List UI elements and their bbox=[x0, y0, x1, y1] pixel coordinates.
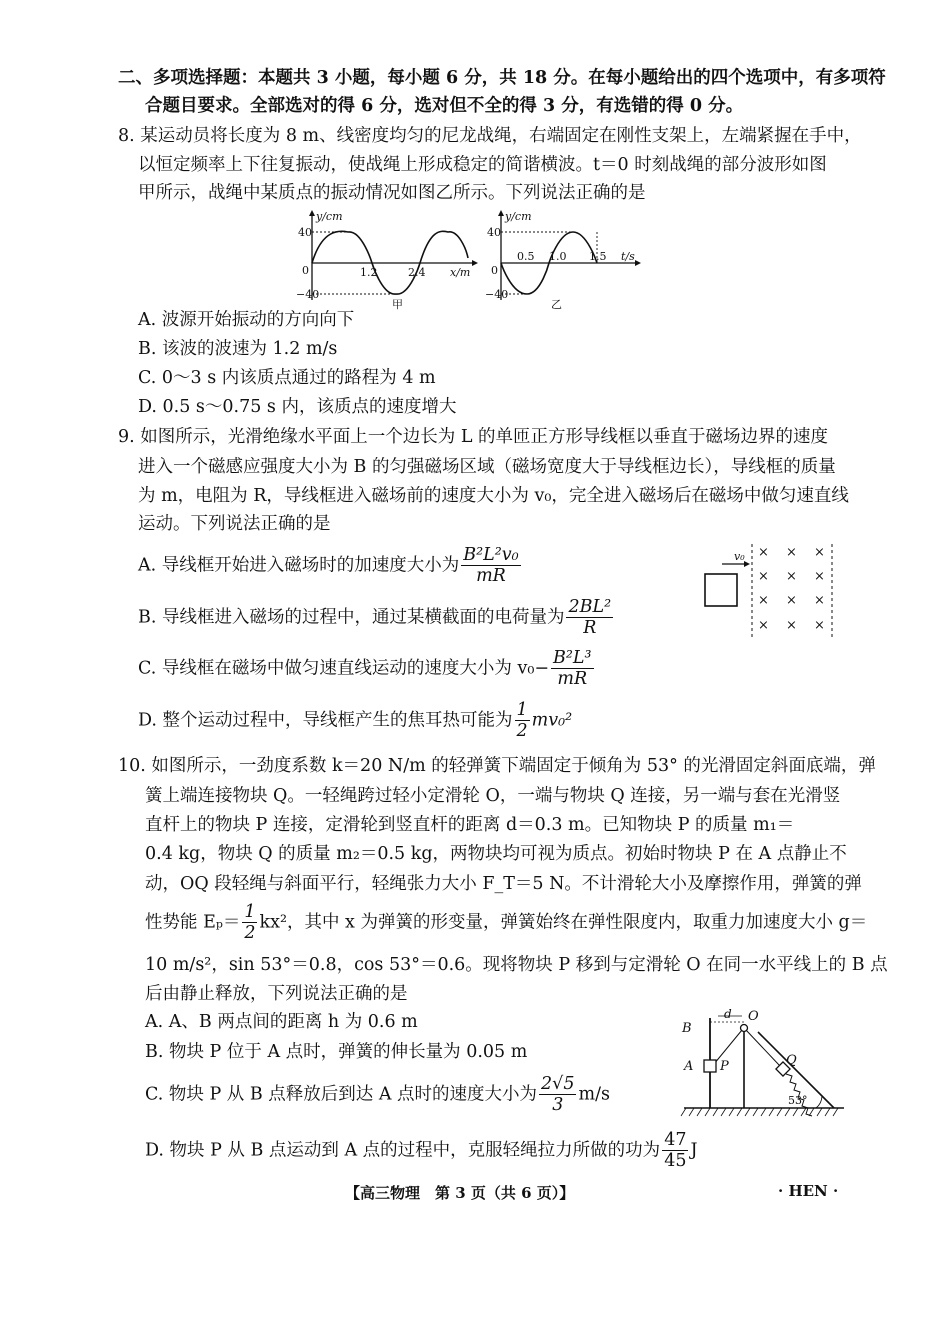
jia-ybot: −40 bbox=[296, 288, 320, 301]
q8-option-d: D. 0.5 s～0.75 s 内，该质点的速度增大 bbox=[138, 397, 457, 417]
q10-label-q: Q bbox=[786, 1053, 797, 1068]
q9-square-frame bbox=[705, 574, 737, 606]
q10-option-c-fraction bbox=[539, 1074, 576, 1115]
q10-stem-line4: 0.4 kg，物块 Q 的质量 m₂＝0.5 kg，两物块均可视为质点。初始时物块 P 在 A 点静止不 bbox=[145, 844, 847, 864]
q10-stem-line8: 后由静止释放，下列说法正确的是 bbox=[145, 984, 408, 1004]
q8-stem-line2: 以恒定频率上下往复振动，使战绳上形成稳定的简谐横波。t＝0 时刻战绳的部分波形如图 bbox=[138, 155, 827, 175]
q9-d-den: 2 bbox=[516, 721, 528, 741]
q9-stem-line3: 为 m，电阻为 R，导线框进入磁场前的速度大小为 v₀，完全进入磁场后在磁场中做匀速直线 bbox=[138, 486, 849, 506]
yi-ylabel: y/cm bbox=[505, 210, 532, 223]
q10-option-c-post: m/s bbox=[578, 1084, 610, 1105]
q10-stem-line7: 10 m/s²，sin 53°＝0.8，cos 53°＝0.6。现将物块 P 移到与定滑轮 O 在同一水平线上的 B 点 bbox=[145, 955, 888, 975]
q10-option-d-pre: D. 物块 P 从 B 点运动到 A 点的过程中，克服轻绳拉力所做的功为 bbox=[145, 1140, 661, 1161]
q8-option-c: C. 0～3 s 内该质点通过的路程为 4 m bbox=[138, 368, 436, 388]
q9-c-num: B²L³ bbox=[553, 648, 592, 668]
q10-line6-den: 2 bbox=[244, 923, 256, 943]
q9-field-mark: × bbox=[786, 618, 797, 633]
q9-option-c-fraction bbox=[551, 648, 594, 689]
q9-a-den: mR bbox=[476, 566, 506, 586]
q8-option-a: A. 波源开始振动的方向向下 bbox=[138, 310, 355, 330]
q9-stem-line1: 9. 如图所示，光滑绝缘水平面上一个边长为 L 的单匝正方形导线框以垂直于磁场边界的速度 bbox=[118, 427, 829, 447]
section-heading-line2: 合题目要求。全部选对的得 6 分，选对但不全的得 3 分，有选错的得 0 分。 bbox=[145, 96, 744, 116]
q10-stem-line2: 簧上端连接物块 Q。一轻绳跨过轻小定滑轮 O，一端与物块 Q 连接，另一端与套在光滑竖 bbox=[145, 786, 841, 806]
footer-code: · HEN · bbox=[778, 1182, 839, 1200]
q9-option-b bbox=[138, 597, 615, 638]
q8-figure-yi bbox=[485, 208, 645, 311]
q10-c-num: 2√5 bbox=[541, 1074, 575, 1094]
q10-label-d: d bbox=[724, 1007, 732, 1021]
q9-b-num: 2BL² bbox=[568, 597, 612, 617]
q10-stem-line6 bbox=[145, 902, 867, 943]
jia-zero: 0 bbox=[302, 264, 309, 277]
q9-field-mark: × bbox=[758, 545, 769, 560]
q9-field-mark: × bbox=[814, 618, 825, 633]
q10-label-angle: 53° bbox=[788, 1094, 808, 1107]
q9-b-den: R bbox=[583, 618, 597, 638]
jia-x2: 2.4 bbox=[408, 266, 426, 279]
q9-option-c-text: C. 导线框在磁场中做匀速直线运动的速度大小为 v₀− bbox=[138, 658, 550, 679]
q9-field-mark: × bbox=[814, 545, 825, 560]
jia-x1: 1.2 bbox=[360, 266, 378, 279]
jia-ytop: 40 bbox=[298, 226, 312, 239]
q9-field-mark: × bbox=[786, 545, 797, 560]
q9-option-d-fraction bbox=[515, 700, 530, 741]
q10-option-a: A. A、B 两点间的距离 h 为 0.6 m bbox=[145, 1012, 418, 1032]
q9-option-a bbox=[138, 545, 523, 586]
q10-option-d-post: J bbox=[690, 1140, 698, 1161]
yi-tlabel: t/s bbox=[621, 250, 635, 263]
q10-option-d-fraction bbox=[662, 1130, 688, 1171]
q9-field-mark: × bbox=[758, 593, 769, 608]
q10-block-p bbox=[704, 1060, 716, 1072]
yi-ytop: 40 bbox=[487, 226, 501, 239]
q10-stem-line1: 10. 如图所示，一劲度系数 k＝20 N/m 的轻弹簧下端固定于倾角为 53° 的光滑固定斜面底端，弹 bbox=[118, 756, 876, 776]
q9-stem-line2: 进入一个磁感应强度大小为 B 的匀强磁场区域（磁场宽度大于导线框边长），导线框的质量 bbox=[138, 457, 836, 477]
q9-figure-field bbox=[700, 540, 840, 640]
yi-t1: 0.5 bbox=[517, 250, 535, 263]
q8-stem-line3: 甲所示，战绳中某质点的振动情况如图乙所示。下列说法正确的是 bbox=[138, 183, 646, 203]
q9-option-d bbox=[138, 700, 572, 741]
q10-figure-pulley bbox=[676, 1008, 852, 1124]
q10-option-b: B. 物块 P 位于 A 点时，弹簧的伸长量为 0.05 m bbox=[145, 1042, 528, 1062]
yi-ybot: −40 bbox=[485, 288, 509, 301]
q10-label-p: P bbox=[720, 1059, 729, 1074]
q9-option-b-text: B. 导线框进入磁场的过程中，通过某横截面的电荷量为 bbox=[138, 607, 565, 628]
q10-label-b: B bbox=[682, 1021, 692, 1036]
q9-option-b-fraction bbox=[566, 597, 613, 638]
yi-t3: 1.5 bbox=[589, 250, 607, 263]
q10-option-d bbox=[145, 1130, 697, 1171]
q10-label-o: O bbox=[748, 1009, 759, 1024]
q9-field-mark: × bbox=[814, 569, 825, 584]
q9-c-den: mR bbox=[557, 669, 588, 689]
q9-option-c bbox=[138, 648, 596, 689]
q10-label-a: A bbox=[684, 1059, 694, 1074]
yi-caption: 乙 bbox=[551, 298, 562, 311]
q9-field-mark: × bbox=[814, 593, 825, 608]
q10-stem-line3: 直杆上的物块 P 连接，定滑轮到竖直杆的距离 d＝0.3 m。已知物块 P 的质量 m₁＝ bbox=[145, 815, 795, 835]
jia-ylabel: y/cm bbox=[316, 210, 343, 223]
q9-stem-line4: 运动。下列说法正确的是 bbox=[138, 514, 331, 534]
yi-t2: 1.0 bbox=[549, 250, 567, 263]
q9-field-mark: × bbox=[786, 593, 797, 608]
q8-stem-line1: 8. 某运动员将长度为 8 m、线密度均匀的尼龙战绳，右端固定在刚性支架上，左端紧握在手中， bbox=[118, 126, 862, 146]
q9-v0-label: v₀ bbox=[734, 550, 745, 563]
q10-line6-post: kx²，其中 x 为弹簧的形变量，弹簧始终在弹性限度内，取重力加速度大小 g＝ bbox=[259, 912, 868, 933]
q10-option-c-pre: C. 物块 P 从 B 点释放后到达 A 点时的速度大小为 bbox=[145, 1084, 538, 1105]
q10-line6-num: 1 bbox=[244, 902, 256, 922]
q9-option-d-tail: mv₀² bbox=[531, 710, 573, 731]
q9-option-a-fraction bbox=[461, 545, 520, 586]
q9-field-mark: × bbox=[786, 569, 797, 584]
q8-figure-jia bbox=[296, 208, 480, 311]
yi-zero: 0 bbox=[491, 264, 498, 277]
jia-xlabel: x/m bbox=[450, 266, 471, 279]
page-footer: 【高三物理 第 3 页（共 6 页）】 bbox=[345, 1184, 575, 1202]
jia-caption: 甲 bbox=[392, 298, 403, 311]
q9-a-num: B²L²v₀ bbox=[463, 545, 519, 565]
q8-option-b: B. 该波的波速为 1.2 m/s bbox=[138, 339, 338, 359]
q10-stem-line5: 动，OQ 段轻绳与斜面平行，轻绳张力大小 F_T＝5 N。不计滑轮大小及摩擦作用，弹簧的弹 bbox=[145, 874, 862, 894]
q10-c-den: 3 bbox=[552, 1095, 564, 1115]
q9-field-mark: × bbox=[758, 569, 769, 584]
q10-line6-fraction bbox=[242, 902, 257, 943]
q9-d-num: 1 bbox=[516, 700, 528, 720]
q9-field-mark: × bbox=[758, 618, 769, 633]
q10-option-c bbox=[145, 1074, 610, 1115]
q10-d-den: 45 bbox=[664, 1151, 687, 1171]
q10-line6-pre: 性势能 Eₚ＝ bbox=[145, 912, 241, 933]
q9-option-d-text: D. 整个运动过程中，导线框产生的焦耳热可能为 bbox=[138, 710, 513, 731]
q10-d-num: 47 bbox=[664, 1130, 687, 1150]
q9-option-a-text: A. 导线框开始进入磁场时的加速度大小为 bbox=[138, 555, 460, 576]
section-heading-line1: 二、多项选择题：本题共 3 小题，每小题 6 分，共 18 分。在每小题给出的四个选项中，有多项符 bbox=[118, 68, 886, 88]
